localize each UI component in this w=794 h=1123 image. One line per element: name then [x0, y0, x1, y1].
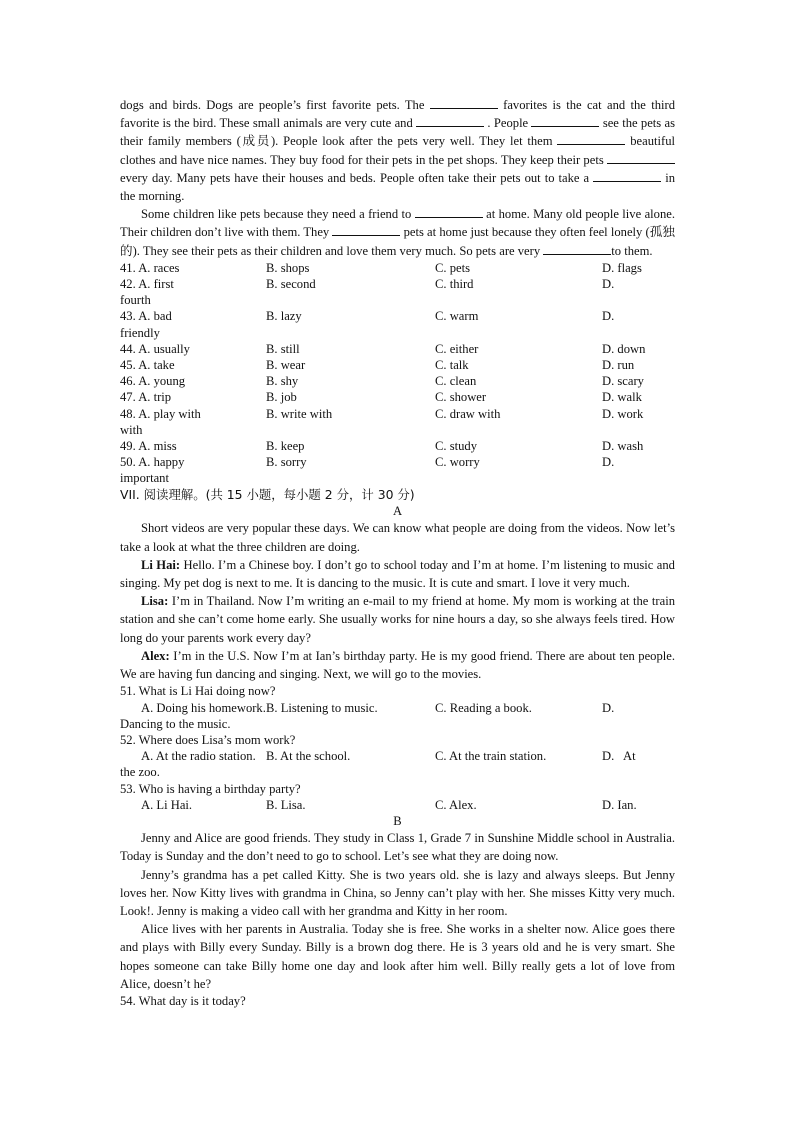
exam-page	[120, 96, 675, 1009]
question-51: 51. What is Li Hai doing now?	[120, 684, 276, 699]
option-row: 50. A. happy B. sorry C. worry D.	[120, 455, 615, 470]
question-53: 53. Who is having a birthday party?	[120, 781, 301, 796]
cloze-options	[120, 260, 675, 487]
question-54: 54. What day is it today?	[120, 993, 246, 1008]
option-wrap: with	[120, 422, 143, 437]
option-row: 48. A. play with B. write with C. draw with D. work	[120, 406, 644, 421]
passage-a-alex: Alex: I’m in the U.S. Now I’m at Ian’s birthday party. He is my good friend. There are about ten people. We are having fun dancing and singing. Next, we will go to the movies.	[120, 648, 676, 682]
speaker-name: Li Hai:	[141, 557, 181, 572]
answer-blank[interactable]	[531, 115, 599, 127]
option-row: A. Li Hai. B. Lisa. C. Alex. D. Ian.	[141, 797, 637, 812]
option-wrap: important	[120, 471, 169, 486]
answer-blank[interactable]	[607, 152, 675, 164]
cloze-paragraph-1: dogs and birds. Dogs are people’s first favorite pets. The favorites is the cat and the third favorite is the bird. These small animals are very cute and . People see the pets as their family members (成员). People look after the pets very well. They let them beautiful clothes and have nice names. They buy food for their pets in the pet shops. They keep their pets every day. Many pets have their houses and beds. People often take their pets out to take a in the morning.	[120, 98, 676, 204]
option-row: 47. A. trip B. job C. shower D. walk	[120, 390, 642, 405]
passage-a-lisa: Lisa: I’m in Thailand. Now I’m writing an e-mail to my friend at home. My mom is working at the train station and she can’t come home early. She usually works for nine hours a day, so she always feels tired. How long do your parents work every day?	[120, 594, 675, 645]
answer-blank[interactable]	[416, 115, 484, 127]
option-wrap: fourth	[120, 293, 151, 308]
answer-blank[interactable]	[430, 97, 498, 109]
option-row: 46. A. young B. shy C. clean D. scary	[120, 374, 644, 389]
answer-blank[interactable]	[332, 224, 400, 236]
answer-blank[interactable]	[593, 170, 661, 182]
speaker-name: Lisa:	[141, 594, 169, 609]
option-row: 41. A. races B. shops C. pets D. flags	[120, 260, 642, 275]
option-row: 42. A. first B. second C. third D.	[120, 277, 615, 292]
option-row: A. Doing his homework. B. Listening to music. C. Reading a book. D.	[141, 700, 615, 715]
option-row: 43. A. bad B. lazy C. warm D.	[120, 309, 615, 324]
passage-a-intro: Short videos are very popular these days. We can know what people are doing from the videos. Now let’s take a look at what the three children are doing.	[120, 521, 675, 554]
option-row: 49. A. miss B. keep C. study D. wash	[120, 439, 644, 454]
answer-blank[interactable]	[543, 243, 611, 255]
passage-label: A	[392, 504, 403, 519]
answer-blank[interactable]	[557, 133, 625, 145]
section-heading: VII. 阅读理解。(共 15 小题，每小题 2 分，计 30 分)	[120, 486, 415, 502]
option-row: 44. A. usually B. still C. either D. down	[120, 341, 646, 356]
answer-blank[interactable]	[415, 206, 483, 218]
option-row: 45. A. take B. wear C. talk D. run	[120, 358, 635, 373]
option-row: A. At the radio station. B. At the school. C. At the train station. D. At	[141, 749, 636, 764]
question-52: 52. Where does Lisa’s mom work?	[120, 732, 296, 747]
option-wrap: Dancing to the music.	[120, 716, 231, 731]
passage-b-p3: Alice lives with her parents in Australia. Today she is free. She works in a shelter now. Alice goes there and plays with Billy every Sunday. Billy is a brown dog there. He is 3 years old and he is very smart. She hopes someone can take Billy home one day and look after him well. Billy really gets a lot of love from Alice, doesn’t he?	[120, 922, 675, 991]
speaker-name: Alex:	[141, 648, 170, 663]
passage-b-p2: Jenny’s grandma has a pet called Kitty. She is two years old. she is lazy and always sleeps. But Jenny loves her. Now Kitty lives with grandma in China, so Jenny can’t play with her. She misses Kitty very much. Look!. Jenny is making a video call with her grandma and Kitty in her room.	[120, 867, 675, 918]
passage-label: B	[393, 813, 402, 828]
cloze-paragraph-2: Some children like pets because they need a friend to at home. Many old people live alone. Their children don’t live with them. They pets at home just because they often feel lonely (孤独的). They see their pets as their children and love them very much. So pets are very to them.	[120, 207, 675, 258]
passage-b-p1: Jenny and Alice are good friends. They study in Class 1, Grade 7 in Sunshine Middle school in Australia. Today is Sunday and the don’t need to go to school. Let’s see what they are doing now.	[120, 831, 675, 864]
option-wrap: the zoo.	[120, 765, 160, 780]
passage-a-lihai: Li Hai: Hello. I’m a Chinese boy. I don’t go to school today and I’m at home. I’m listening to music and singing. My pet dog is next to me. It is dancing to the music. It is cute and smart. I love it very much.	[120, 557, 675, 591]
option-wrap: friendly	[120, 325, 160, 340]
